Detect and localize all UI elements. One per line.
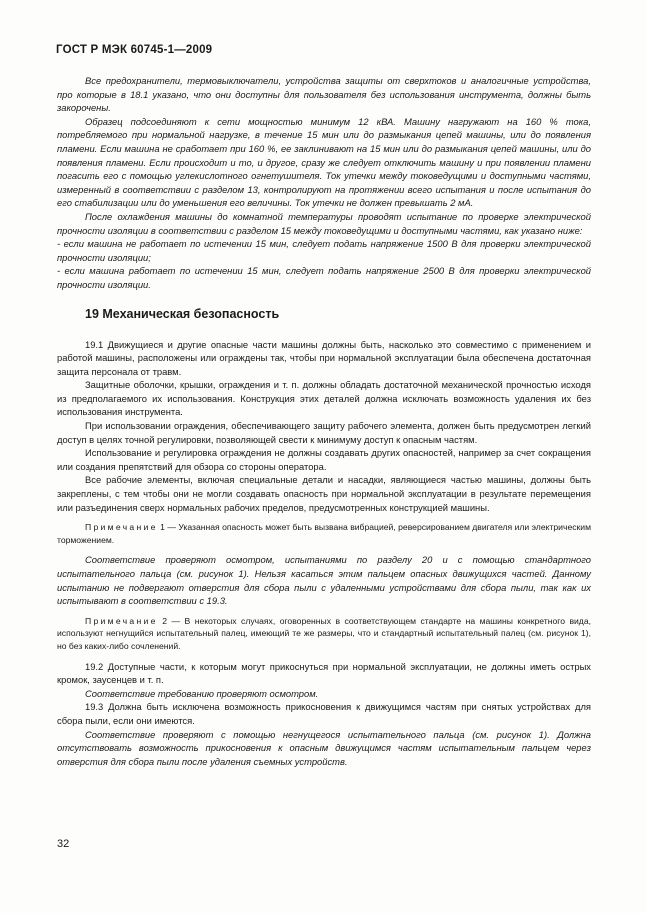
note-2-lead: Примечание	[85, 615, 158, 626]
document-body	[57, 74, 591, 768]
page-number: 32	[57, 838, 70, 850]
compliance-19-1: Соответствие проверяют осмотром, испытаниями по разделу 20 и с помощью стандартного испытательного пальца (см. рисунок 1). Нельзя касаться этим пальцем опасных движущихся частей. Данному испытанию не подвергают отверстия для сбора пыли с удаленными устройствами для сбора пыли, так как их испытывают в соответствии с 19.3.	[57, 554, 591, 607]
paragraph-guards-strength: Защитные оболочки, крышки, ограждения и т. п. должны обладать достаточной механической прочностью исходя из предполагаемого их использования. Конструкция этих деталей должна исключать возможность удаления их без использования инструмента.	[57, 379, 591, 418]
note-1-lead: Примечание	[85, 522, 158, 533]
compliance-19-2: Соответствие требованию проверяют осмотром.	[85, 687, 319, 699]
section-heading: 19 Механическая безопасность	[85, 306, 280, 321]
paragraph-guard-access: При использовании ограждения, обеспечивающего защиту рабочего элемента, должен быть предусмотрен легкий доступ в целях точной регулировки, позволяющей свести к минимуму доступ к опасным частям.	[57, 420, 591, 445]
compliance-19-3: Соответствие проверяют с помощью негнущегося испытательного пальца (см. рисунок 1). Должна отсутствовать возможность прикосновения к опасным движущимся частям испытательным пальцем через отверстия для сбора пыли после удаления съемных устройств.	[57, 728, 591, 767]
note-1-text: 1 — Указанная опасность может быть вызвана вибрацией, реверсированием двигателя или электрическим торможением.	[57, 522, 591, 545]
intro-paragraph-cooling: После охлаждения машины до комнатной температуры проводят испытание по проверке электрической прочности изоляции в соответствии с разделом 15 между токоведущими и доступными частями, как указано ниже:	[57, 210, 591, 236]
paragraph-guard-adjustment: Использование и регулировка ограждения не должны создавать других опасностей, например за счет сокращения или создания препятствий для обзора со стороны оператора.	[57, 447, 591, 472]
clause-19-3: 19.3 Должна быть исключена возможность прикосновения к движущимся частям при снятых устройствах для сбора пыли, если они имеются.	[57, 701, 591, 726]
note-1	[57, 521, 591, 546]
note-2-text: 2 — В некоторых случаях, оговоренных в соответствующем стандарте на машины конкретного вида, используют негнущийся испытательный палец, имеющий те же размеры, что и стандартный испытательный палец (см. рисунок 1), но без каких-либо сочленений.	[57, 615, 591, 651]
document-header: ГОСТ Р МЭК 60745-1—2009	[56, 44, 213, 56]
intro-paragraph-test-load: Образец подсоединяют к сети мощностью минимум 12 кВА. Машину нагружают на 160 % тока, потребляемого при нормальной нагрузке, в течение 15 мин или до размыкания цепей машины, или до появления пламени. Если машина не сработает при 160 %, ее заклинивают на 15 мин или до размыкания цепей машины, или до появления пламени. Если происходит и то, и другое, сразу же следует отключить машину и при появлении пламени погасить его с помощью углекислотного огнетушителя. Ток утечки между токоведущими и доступными частями, измеренный в соответствии с разделом 13, контролируют на протяжении всего испытания и после испытания до его стабилизации или до уменьшения его величины. Ток утечки не должен превышать 2 мА.	[57, 115, 591, 209]
clause-19-1: 19.1 Движущиеся и другие опасные части машины должны быть, насколько это совместимо с применением и работой машины, расположены или ограждены так, чтобы при нормальной эксплуатации была обеспечена достаточная защита персонала от травм.	[57, 338, 591, 377]
intro-paragraph-fuses: Все предохранители, термовыключатели, устройства защиты от сверхтоков и аналогичные устройства, про которые в 18.1 указано, что они доступны для пользователя без использования инструмента, должны быть закорочены.	[57, 75, 591, 114]
intro-bullet-1500v: - если машина не работает по истечении 15 мин, следует подать напряжение 1500 В для проверки электрической прочности изоляции;	[57, 238, 591, 263]
clause-19-2: 19.2 Доступные части, к которым могут прикоснуться при нормальной эксплуатации, не должны иметь острых кромок, заусенцев и т. п.	[57, 660, 591, 686]
intro-bullet-2500v: - если машина работает по истечении 15 мин, следует подать напряжение 2500 В для проверки электрической прочности изоляции.	[57, 265, 591, 290]
note-2	[57, 615, 591, 653]
paragraph-working-elements: Все рабочие элементы, включая специальные детали и насадки, являющиеся частью машины, должны быть закреплены, с тем чтобы они не могли создавать опасность при нормальной эксплуатации в результате перемещения или разъединения сверх нормальных рабочих пределов, предусмотренных конструкцией машины.	[57, 474, 591, 513]
